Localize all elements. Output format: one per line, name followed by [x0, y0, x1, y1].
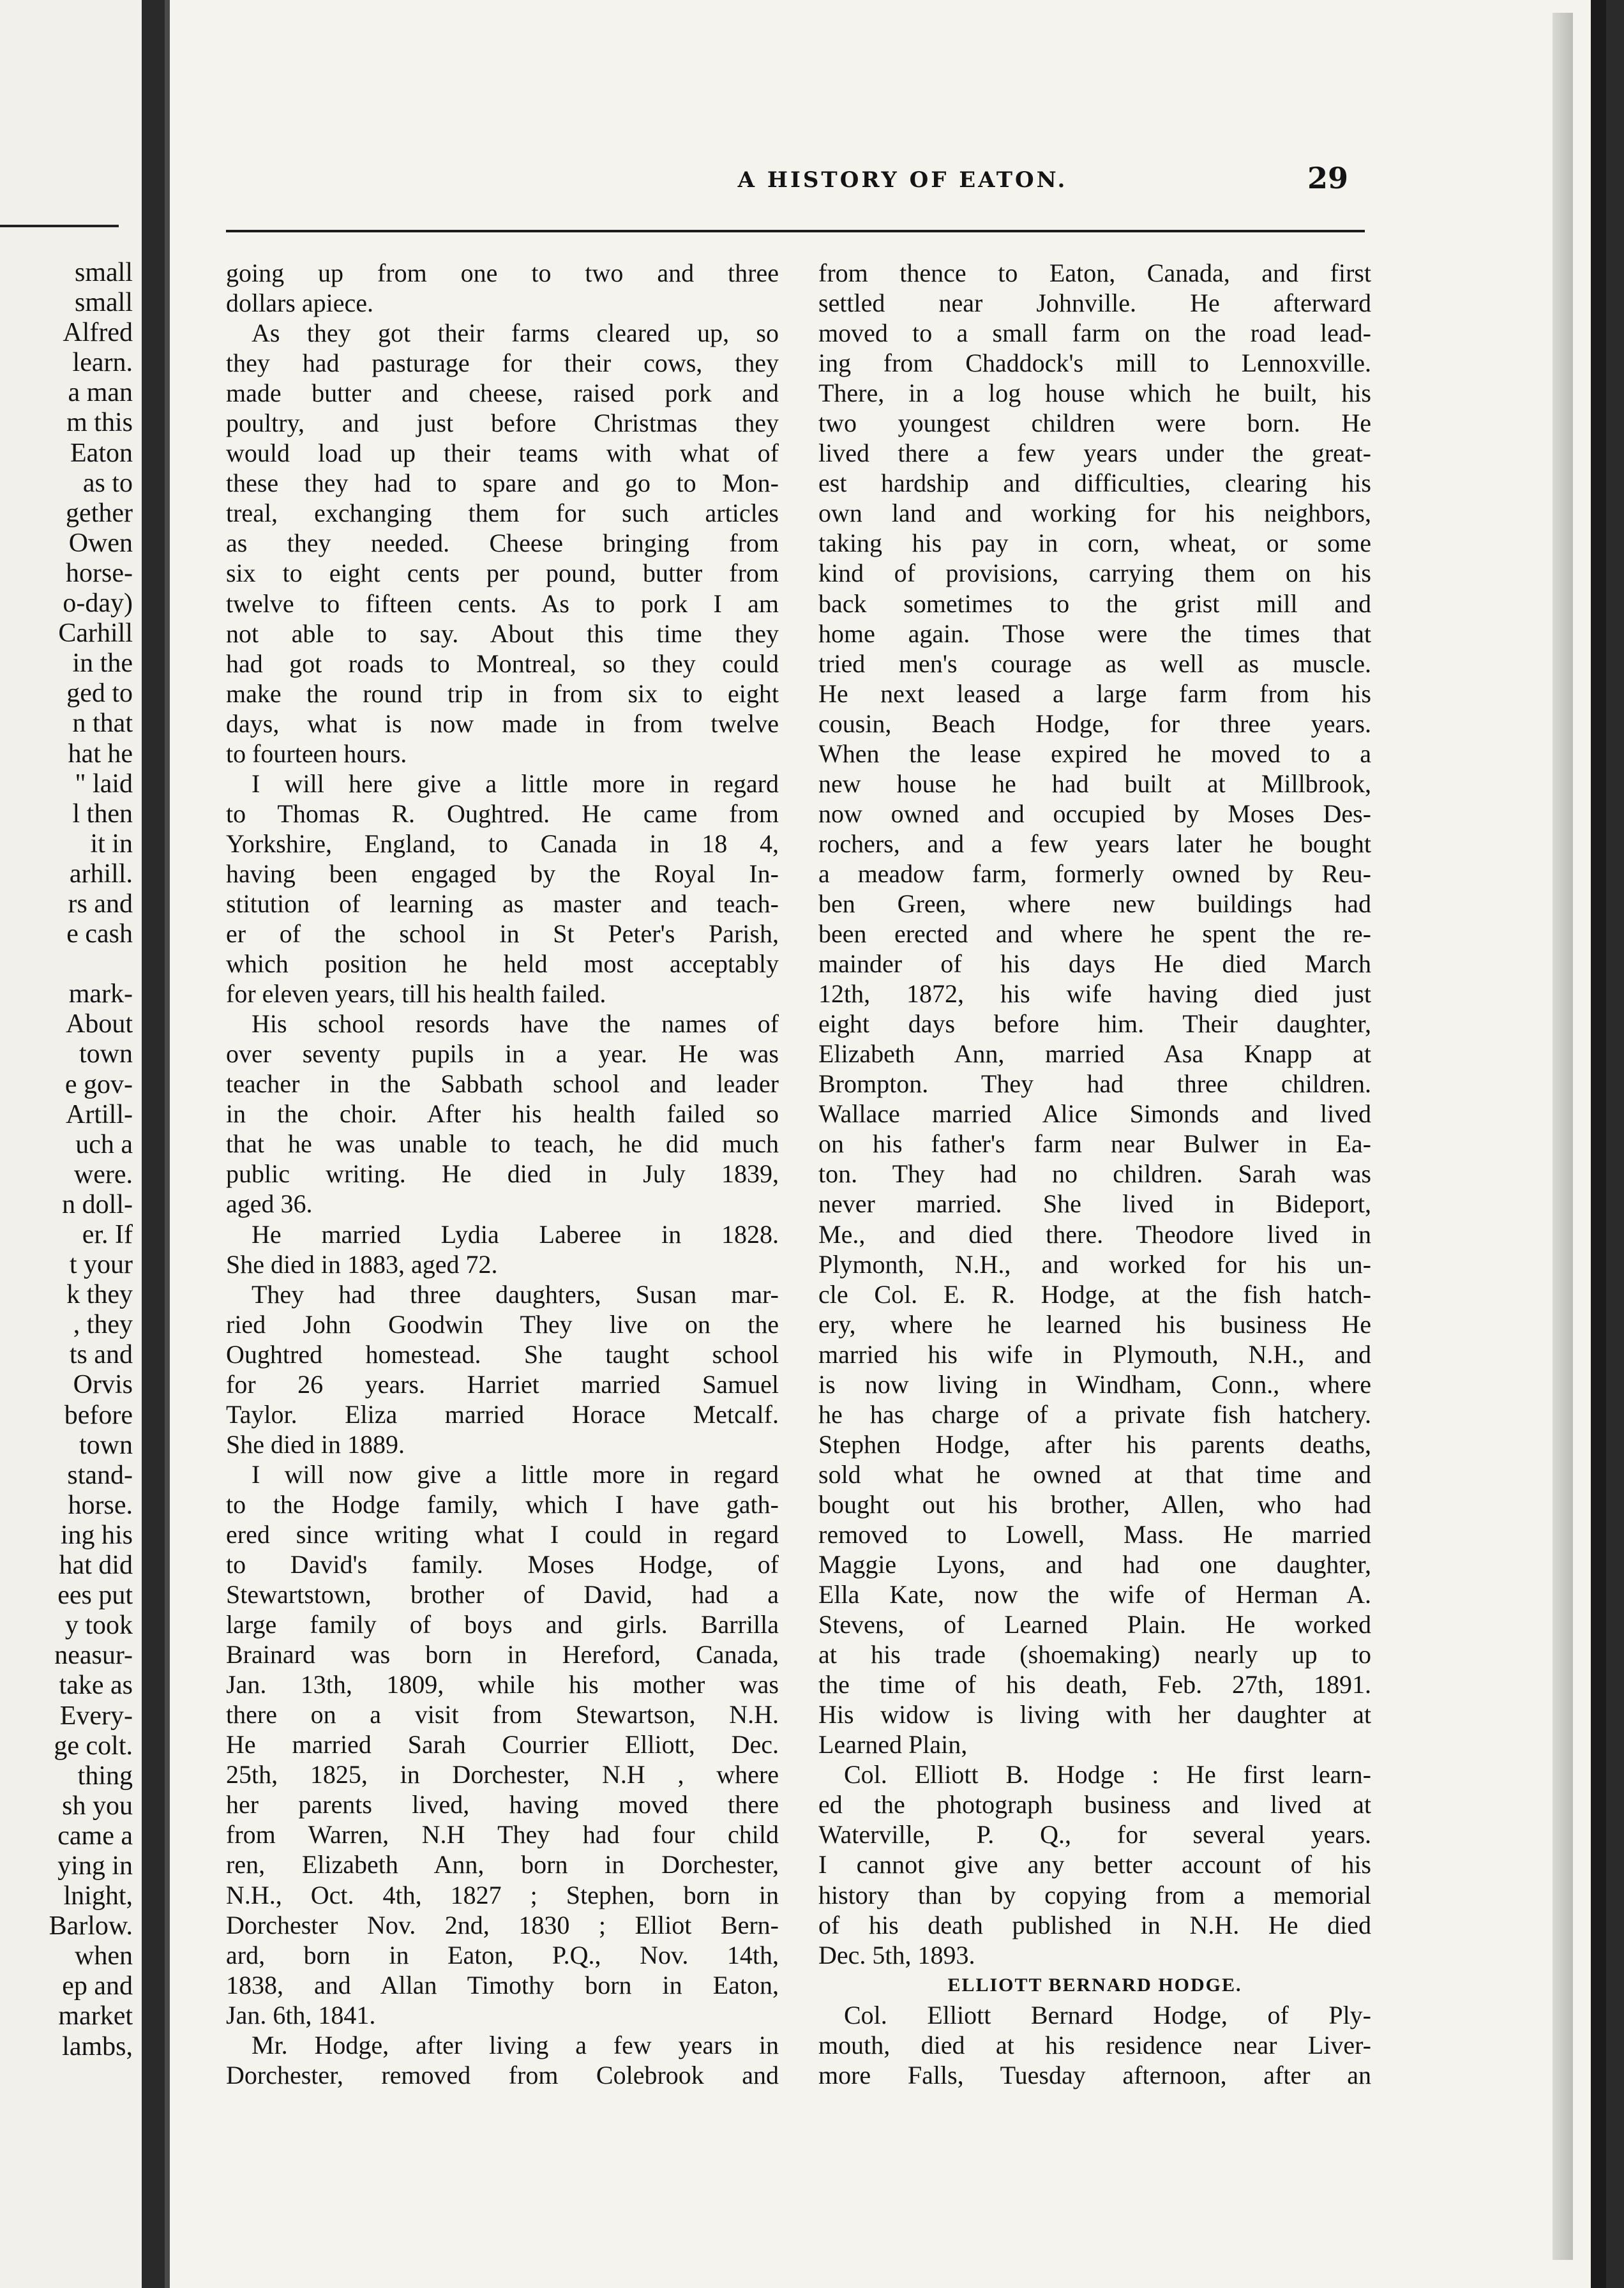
facing-page-line: e cash [66, 919, 133, 949]
facing-page-text [0, 258, 133, 2062]
text-line: never married. She lived in Bideport, [818, 1189, 1371, 1219]
facing-page-line: town [79, 1430, 133, 1460]
text-line: is now living in Windham, Conn., where [818, 1369, 1371, 1399]
facing-page-rule [0, 225, 119, 227]
facing-page-line: town [79, 1039, 133, 1069]
text-line: ren, Elizabeth Ann, born in Dorchester, [226, 1850, 779, 1879]
text-line: to Thomas R. Oughtred. He came from [226, 799, 779, 828]
text-line: I cannot give any better account of his [818, 1850, 1371, 1879]
text-line: Dorchester, removed from Colebrook and [226, 2060, 779, 2089]
text-line: ed the photograph business and lived at [818, 1790, 1371, 1819]
text-line: tried men's courage as well as muscle. [818, 649, 1371, 678]
facing-page-line: market [58, 2001, 133, 2031]
text-line: Learned Plain, [818, 1730, 968, 1759]
facing-page-line: gether [66, 498, 133, 528]
text-line: having been engaged by the Royal In- [226, 859, 779, 888]
text-line: His widow is living with her daughter at [818, 1700, 1371, 1729]
facing-page-line: y took [64, 1611, 133, 1641]
facing-page-line: came a [57, 1821, 133, 1851]
text-line: make the round trip in from six to eight [226, 679, 779, 708]
text-line: of his death published in N.H. He died [818, 1910, 1371, 1939]
running-header: A HISTORY OF EATON. [737, 167, 1068, 193]
text-line: removed to Lowell, Mass. He married [818, 1519, 1371, 1549]
text-line: the time of his death, Feb. 27th, 1891. [818, 1670, 1371, 1699]
facing-page-line: ep and [62, 1971, 133, 2001]
text-line: on his father's farm near Bulwer in Ea- [818, 1129, 1371, 1159]
text-line: cle Col. E. R. Hodge, at the fish hatch- [818, 1279, 1371, 1309]
text-line: they had pasturage for their cows, they [226, 349, 779, 378]
facing-page-line: e gov- [64, 1069, 133, 1099]
text-line: 12th, 1872, his wife having died just [818, 979, 1371, 1009]
text-line: to the Hodge family, which I have gath- [226, 1489, 779, 1519]
facing-page-line: " laid [75, 769, 133, 799]
text-line: public writing. He died in July 1839, [226, 1159, 779, 1189]
text-line: Wallace married Alice Simonds and lived [818, 1099, 1371, 1129]
text-line: lived there a few years under the great- [818, 439, 1371, 468]
text-line: teacher in the Sabbath school and leader [226, 1069, 779, 1099]
facing-page-line: neasur- [54, 1641, 133, 1671]
text-line: two youngest children were born. He [818, 409, 1371, 438]
text-line: Elizabeth Ann, married Asa Knapp at [818, 1039, 1371, 1069]
text-line: in the choir. After his health failed so [226, 1099, 779, 1129]
text-line: Me., and died there. Theodore lived in [818, 1219, 1371, 1249]
facing-page-line: Alfred [63, 318, 133, 348]
text-line: bought out his brother, Allen, who had [818, 1489, 1371, 1519]
text-line: over seventy pupils in a year. He was [226, 1039, 779, 1069]
text-line: There, in a log house which he built, his [818, 379, 1371, 408]
text-line: settled near Johnville. He afterward [818, 289, 1371, 318]
facing-page-line: in the [72, 649, 133, 679]
facing-page-line: ts and [69, 1340, 133, 1370]
text-line: there on a visit from Stewartson, N.H. [226, 1700, 779, 1729]
text-line: N.H., Oct. 4th, 1827 ; Stephen, born in [226, 1880, 779, 1909]
text-line: Dec. 5th, 1893. [818, 1940, 975, 1969]
facing-page-line: ees put [57, 1581, 133, 1611]
text-line: They had three daughters, Susan mar- [252, 1279, 779, 1309]
facing-page-line: lambs, [62, 2031, 133, 2061]
facing-page-line: a man [68, 378, 133, 408]
text-line: Col. Elliott Bernard Hodge, of Ply- [844, 2000, 1371, 2029]
text-line: aged 36. [226, 1189, 313, 1219]
text-line: these they had to spare and go to Mon- [226, 469, 779, 498]
text-line: She died in 1883, aged 72. [226, 1249, 498, 1279]
facing-page-line: k they [66, 1280, 133, 1310]
text-line: stitution of learning as master and teach- [226, 889, 779, 918]
text-line: mouth, died at his residence near Liver- [818, 2030, 1371, 2059]
text-line: back sometimes to the grist mill and [818, 589, 1371, 618]
facing-page-line: it in [90, 829, 133, 859]
text-line: own land and working for his neighbors, [818, 499, 1371, 528]
text-line: As they got their farms cleared up, so [252, 319, 779, 348]
text-line: Brainard was born in Hereford, Canada, [226, 1640, 779, 1669]
facing-page-line: hat he [68, 739, 133, 769]
facing-page-line: as to [82, 468, 133, 498]
text-line: poultry, and just before Christmas they [226, 409, 779, 438]
text-line: He married Lydia Laberee in 1828. [252, 1219, 779, 1249]
text-line: er of the school in St Peter's Parish, [226, 919, 779, 949]
text-line: for eleven years, till his health failed. [226, 979, 606, 1009]
page-stack-edge [1553, 13, 1573, 2260]
left-text-column [226, 258, 779, 2090]
facing-page-line: rs and [68, 889, 133, 919]
text-line: mainder of his days He died March [818, 949, 1371, 979]
text-line: He married Sarah Courrier Elliott, Dec. [226, 1730, 779, 1759]
text-line: new house he had built at Millbrook, [818, 769, 1371, 798]
text-line: Maggie Lyons, and had one daughter, [818, 1550, 1371, 1579]
facing-page-line: er. If [82, 1220, 133, 1249]
text-line: that he was unable to teach, he did much [226, 1129, 779, 1159]
text-line: not able to say. About this time they [226, 619, 779, 648]
facing-page-line: Carhill [58, 619, 133, 649]
facing-page-line: Every- [59, 1701, 133, 1731]
text-line: large family of boys and girls. Barrilla [226, 1610, 779, 1639]
text-line: ing from Chaddock's mill to Lennoxville. [818, 349, 1371, 378]
text-line: When the lease expired he moved to a [818, 739, 1371, 768]
scan-shadow [1606, 0, 1624, 2288]
facing-page-line: t your [69, 1250, 133, 1280]
text-line: home again. Those were the times that [818, 619, 1371, 648]
text-line: est hardship and difficulties, clearing his [818, 469, 1371, 498]
facing-page-line: hat did [59, 1551, 133, 1581]
text-line: ried John Goodwin They live on the [226, 1309, 779, 1339]
text-line: married his wife in Plymouth, N.H., and [818, 1339, 1371, 1369]
facing-page-line: Artill- [66, 1099, 133, 1129]
text-line: going up from one to two and three [226, 259, 779, 287]
facing-page-line: learn. [72, 348, 133, 378]
text-line: Jan. 13th, 1809, while his mother was [226, 1670, 779, 1699]
text-line: Jan. 6th, 1841. [226, 2000, 376, 2029]
text-line: at his trade (shoemaking) nearly up to [818, 1640, 1371, 1669]
facing-page-line: m this [66, 408, 133, 438]
text-line: taking his pay in corn, wheat, or some [818, 529, 1371, 558]
facing-page-line: o-day) [63, 589, 133, 619]
text-line: Ella Kate, now the wife of Herman A. [818, 1580, 1371, 1609]
header-rule [226, 230, 1365, 232]
text-line: sold what he owned at that time and [818, 1459, 1371, 1489]
text-line: ery, where he learned his business He [818, 1309, 1371, 1339]
right-text-column [818, 258, 1371, 2090]
facing-page-line: small [75, 258, 133, 287]
text-line: ard, born in Eaton, P.Q., Nov. 14th, [226, 1940, 779, 1969]
text-line: Col. Elliott B. Hodge : He first learn- [844, 1760, 1371, 1789]
text-line: 1838, and Allan Timothy born in Eaton, [226, 1970, 779, 1999]
text-line: which position he held most acceptably [226, 949, 779, 979]
facing-page-line: when [75, 1941, 133, 1971]
text-line: He next leased a large farm from his [818, 679, 1371, 708]
text-line: more Falls, Tuesday afternoon, after an [818, 2060, 1371, 2089]
facing-page-line: before [64, 1400, 133, 1430]
section-heading: ELLIOTT BERNARD HODGE. [947, 1974, 1242, 1996]
facing-page-line: were. [73, 1159, 133, 1189]
text-line: her parents lived, having moved there [226, 1790, 779, 1819]
text-line: to David's family. Moses Hodge, of [226, 1550, 779, 1579]
facing-page-line: , they [73, 1310, 133, 1340]
text-line: six to eight cents per pound, butter from [226, 559, 779, 588]
facing-page-line: ying in [57, 1851, 133, 1881]
text-line: Stephen Hodge, after his parents deaths, [818, 1429, 1371, 1459]
text-line: eight days before him. Their daughter, [818, 1009, 1371, 1039]
facing-page-line: horse. [68, 1490, 133, 1520]
text-line: to fourteen hours. [226, 739, 407, 768]
text-line: ered since writing what I could in regard [226, 1519, 779, 1549]
text-line: Brompton. They had three children. [818, 1069, 1371, 1099]
facing-page-line: ing his [60, 1520, 133, 1550]
text-line: days, what is now made in from twelve [226, 709, 779, 738]
text-line: 25th, 1825, in Dorchester, N.H , where [226, 1760, 779, 1789]
page-number: 29 [1307, 161, 1349, 195]
facing-page-line: uch a [75, 1129, 133, 1159]
text-line: dollars apiece. [226, 289, 373, 318]
text-line: history than by copying from a memorial [818, 1880, 1371, 1909]
facing-page-line: ge colt. [54, 1731, 133, 1761]
facing-page-line: About [66, 1009, 133, 1039]
text-line: Dorchester Nov. 2nd, 1830 ; Elliot Bern- [226, 1910, 779, 1939]
facing-page-line: Barlow. [49, 1911, 133, 1941]
facing-page-line: sh you [62, 1791, 133, 1821]
text-line: Waterville, P. Q., for several years. [818, 1820, 1371, 1849]
text-line: I will here give a little more in regard [252, 769, 779, 798]
facing-page-fragment [0, 0, 142, 2288]
facing-page-line: small [75, 288, 133, 318]
text-line: moved to a small farm on the road lead- [818, 319, 1371, 348]
text-line: made butter and cheese, raised pork and [226, 379, 779, 408]
facing-page-line: n doll- [62, 1189, 133, 1219]
text-line: would load up their teams with what of [226, 439, 779, 468]
facing-page-line: Orvis [73, 1370, 133, 1400]
facing-page-line: ged to [66, 679, 133, 709]
facing-page-line: horse- [66, 558, 133, 588]
text-line: twelve to fifteen cents. As to pork I am [226, 589, 779, 618]
facing-page-line: lnight, [63, 1881, 133, 1911]
facing-page-line: stand- [67, 1460, 133, 1490]
text-line: His school resords have the names of [252, 1009, 779, 1039]
text-line: a meadow farm, formerly owned by Reu- [818, 859, 1371, 888]
text-line: Plymonth, N.H., and worked for his un- [818, 1249, 1371, 1279]
text-line: from thence to Eaton, Canada, and first [818, 259, 1371, 287]
text-line: had got roads to Montreal, so they could [226, 649, 779, 678]
text-line: Taylor. Eliza married Horace Metcalf. [226, 1399, 779, 1429]
page-29 [170, 0, 1591, 2288]
text-line: now owned and occupied by Moses Des- [818, 799, 1371, 828]
text-line: I will now give a little more in regard [252, 1459, 779, 1489]
facing-page-line: Eaton [70, 438, 133, 468]
text-line: he has charge of a private fish hatchery. [818, 1399, 1371, 1429]
text-line: She died in 1889. [226, 1429, 405, 1459]
text-line: Oughtred homestead. She taught school [226, 1339, 779, 1369]
text-line: for 26 years. Harriet married Samuel [226, 1369, 779, 1399]
text-line: Stevens, of Learned Plain. He worked [818, 1610, 1371, 1639]
text-line: Mr. Hodge, after living a few years in [252, 2030, 779, 2059]
text-line: Yorkshire, England, to Canada in 18 4, [226, 829, 779, 858]
facing-page-line: l then [72, 799, 133, 829]
text-line: treal, exchanging them for such articles [226, 499, 779, 528]
text-line: ben Green, where new buildings had [818, 889, 1371, 918]
text-line: ton. They had no children. Sarah was [818, 1159, 1371, 1189]
facing-page-line [0, 949, 133, 979]
text-line: cousin, Beach Hodge, for three years. [818, 709, 1371, 738]
text-line: been erected and where he spent the re- [818, 919, 1371, 949]
text-line: from Warren, N.H They had four child [226, 1820, 779, 1849]
text-line: rochers, and a few years later he bought [818, 829, 1371, 858]
facing-page-line: thing [77, 1761, 133, 1791]
facing-page-line: n that [72, 709, 133, 739]
facing-page-line: take as [59, 1671, 133, 1701]
text-line: Stewartstown, brother of David, had a [226, 1580, 779, 1609]
facing-page-line: Owen [68, 528, 133, 558]
text-line: as they needed. Cheese bringing from [226, 529, 779, 558]
text-line: kind of provisions, carrying them on his [818, 559, 1371, 588]
facing-page-line: arhill. [69, 859, 133, 889]
facing-page-line: mark- [68, 979, 133, 1009]
